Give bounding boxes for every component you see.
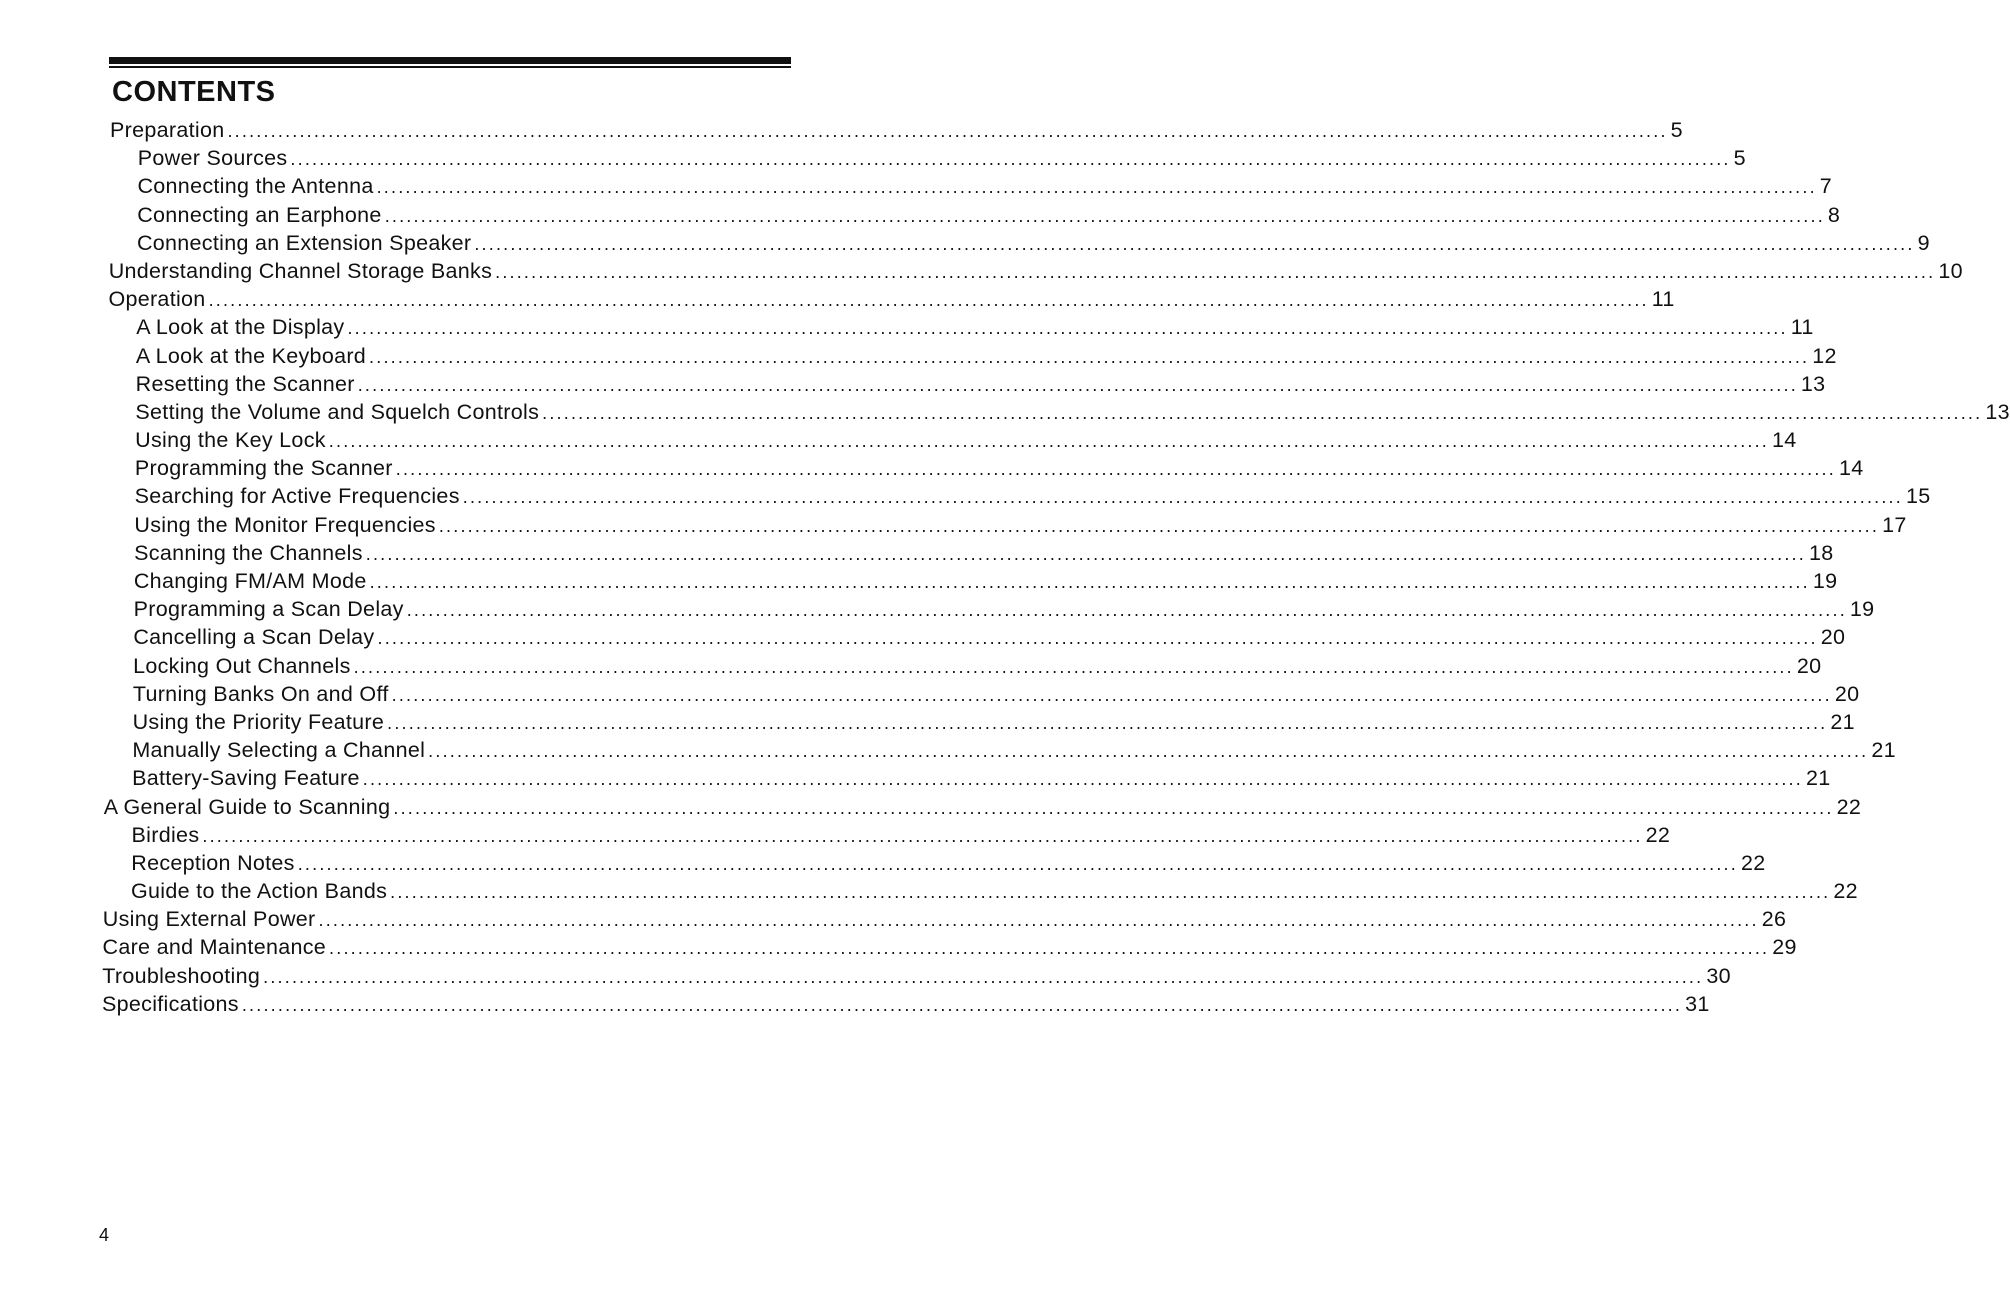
toc-entry-label: A Look at the Display xyxy=(136,315,345,340)
toc-dot-leader: ........................................................................................................................................................................................................ xyxy=(387,712,1828,733)
toc-entry-label: Locking Out Channels xyxy=(133,653,351,678)
toc-dot-leader: ........................................................................................................................................................................................................ xyxy=(393,797,1834,818)
toc-dot-leader: ........................................................................................................................................................................................................ xyxy=(365,543,1806,564)
toc-entry-label: A General Guide to Scanning xyxy=(103,794,391,819)
toc-entry xyxy=(0,907,1787,935)
toc-entry-page: 21 xyxy=(1871,738,1896,763)
toc-entry-page: 30 xyxy=(1706,963,1731,988)
toc-entry-page: 10 xyxy=(1938,258,1963,283)
toc-dot-leader: ........................................................................................................................................................................................................ xyxy=(438,515,1880,536)
toc-dot-leader: ........................................................................................................................................................................................................ xyxy=(353,656,1794,677)
toc-entry xyxy=(0,653,1822,682)
toc-entry xyxy=(0,963,1731,992)
toc-dot-leader: ........................................................................................................................................................................................................ xyxy=(406,600,1847,621)
toc-dot-leader: ........................................................................................................................................................................................................ xyxy=(369,572,1810,592)
toc-entry-label: Troubleshooting xyxy=(102,963,261,988)
toc-entry-label: Reception Notes xyxy=(131,850,295,875)
toc-entry-label: Resetting the Scanner xyxy=(135,371,355,396)
toc-entry xyxy=(0,822,1671,851)
toc-dot-leader: ........................................................................................................................................................................................................ xyxy=(227,121,1668,141)
toc-dot-leader: ........................................................................................................................................................................................................ xyxy=(377,628,1818,649)
toc-dot-leader: ........................................................................................................................................................................................................ xyxy=(290,149,1731,170)
toc-dot-leader: ........................................................................................................................................................................................................ xyxy=(395,459,1836,480)
toc-entry-page: 26 xyxy=(1761,907,1787,932)
toc-dot-leader: ........................................................................................................................................................................................................ xyxy=(542,402,1983,423)
toc-entry-page: 19 xyxy=(1812,569,1838,593)
top-rule-thin xyxy=(109,66,791,68)
toc-entry-page: 22 xyxy=(1740,850,1766,875)
toc-entry-label: Setting the Volume and Squelch Controls xyxy=(135,399,540,424)
toc-entry xyxy=(0,118,1683,146)
toc-entry-label: Understanding Channel Storage Banks xyxy=(108,258,493,283)
toc-dot-leader: ........................................................................................................................................................................................................ xyxy=(369,346,1810,367)
toc-entry-page: 29 xyxy=(1772,935,1797,960)
toc-dot-leader: ........................................................................................................................................................................................................ xyxy=(347,318,1788,339)
toc-entry-page: 7 xyxy=(1819,174,1833,199)
toc-entry-page: 9 xyxy=(1917,230,1930,255)
toc-entry-label: Operation xyxy=(108,287,206,312)
toc-entry-label: Birdies xyxy=(131,822,200,847)
toc-entry-page: 18 xyxy=(1808,540,1834,565)
toc-entry-label: Specifications xyxy=(102,991,239,1016)
toc-entry xyxy=(0,287,1675,315)
toc-entry-label: Battery-Saving Feature xyxy=(132,766,360,791)
toc-entry xyxy=(0,709,1855,738)
toc-entry-page: 22 xyxy=(1833,879,1858,904)
toc-entry-label: Programming a Scan Delay xyxy=(133,597,404,622)
toc-entry-label: Turning Banks On and Off xyxy=(132,681,389,706)
toc-entry-page: 8 xyxy=(1827,202,1841,227)
toc-entry-page: 20 xyxy=(1834,681,1860,706)
toc-entry-page: 11 xyxy=(1790,315,1814,340)
toc-entry xyxy=(0,456,1864,484)
toc-entry-page: 31 xyxy=(1685,991,1710,1016)
toc-entry-page: 14 xyxy=(1772,428,1797,453)
top-rule xyxy=(109,57,791,64)
toc-entry xyxy=(0,991,1710,1020)
toc-entry-page: 14 xyxy=(1838,456,1864,481)
toc-entry xyxy=(0,399,2010,428)
toc-entry-page: 22 xyxy=(1645,822,1671,847)
toc-entry-label: Using the Priority Feature xyxy=(132,709,385,734)
page-title: CONTENTS xyxy=(112,76,276,108)
toc-entry-label: Cancelling a Scan Delay xyxy=(133,625,375,650)
toc-dot-leader: ........................................................................................................................................................................................................ xyxy=(391,684,1832,705)
toc-entry-label: Care and Maintenance xyxy=(102,935,327,960)
toc-entry-page: 11 xyxy=(1651,287,1675,312)
toc-dot-leader: ........................................................................................................................................................................................................ xyxy=(384,205,1825,226)
toc-entry-label: Manually Selecting a Channel xyxy=(132,738,426,763)
toc-dot-leader: ........................................................................................................................................................................................................ xyxy=(376,177,1817,198)
toc-dot-leader: ........................................................................................................................................................................................................ xyxy=(428,741,1869,762)
toc-entry-page: 20 xyxy=(1796,653,1822,678)
toc-dot-leader: ........................................................................................................................................................................................................ xyxy=(328,431,1769,452)
toc-dot-leader: ........................................................................................................................................................................................................ xyxy=(390,882,1831,903)
toc-entry-label: Searching for Active Frequencies xyxy=(134,484,460,509)
toc-dot-leader: ........................................................................................................................................................................................................ xyxy=(241,994,1683,1015)
toc-entry xyxy=(0,371,1826,400)
toc-dot-leader: ........................................................................................................................................................................................................ xyxy=(357,374,1798,395)
toc-entry-label: Connecting the Antenna xyxy=(137,174,374,199)
toc-entry-label: Connecting an Earphone xyxy=(137,202,382,227)
toc-entry xyxy=(0,343,1837,372)
toc-entry xyxy=(0,766,1831,794)
toc-dot-leader: ........................................................................................................................................................................................................ xyxy=(208,290,1649,311)
toc-entry-page: 15 xyxy=(1905,484,1931,509)
toc-entry xyxy=(0,850,1766,879)
toc-dot-leader: ........................................................................................................................................................................................................ xyxy=(318,910,1759,931)
toc-entry xyxy=(0,935,1797,963)
toc-entry xyxy=(0,681,1860,710)
toc-entry-page: 12 xyxy=(1812,343,1837,368)
toc-entry xyxy=(0,738,1896,766)
toc-dot-leader: ........................................................................................................................................................................................................ xyxy=(474,233,1915,254)
toc-entry-page: 20 xyxy=(1820,625,1846,650)
toc-entry-label: A Look at the Keyboard xyxy=(135,343,367,368)
toc-entry xyxy=(0,597,1875,625)
toc-entry-page: 21 xyxy=(1805,766,1831,791)
toc-dot-leader: ........................................................................................................................................................................................................ xyxy=(495,261,1936,282)
toc-entry-page: 13 xyxy=(1800,371,1826,396)
toc-entry xyxy=(0,202,1841,231)
toc-entry xyxy=(0,315,1814,343)
toc-entry xyxy=(0,569,1838,597)
toc-entry-page: 22 xyxy=(1836,794,1862,819)
toc-entry-label: Changing FM/AM Mode xyxy=(133,569,367,593)
page-number: 4 xyxy=(99,1225,110,1245)
toc-entry-page: 21 xyxy=(1830,709,1855,734)
toc-entry-label: Programming the Scanner xyxy=(134,456,393,481)
toc-entry-label: Using the Monitor Frequencies xyxy=(134,512,436,537)
toc-entry xyxy=(0,625,1846,653)
toc-dot-leader: ........................................................................................................................................................................................................ xyxy=(462,487,1903,508)
table-of-contents xyxy=(0,118,2010,1020)
toc-entry-label: Scanning the Channels xyxy=(134,540,363,565)
toc-entry-page: 13 xyxy=(1985,399,2010,424)
toc-entry-page: 5 xyxy=(1670,118,1683,142)
toc-entry xyxy=(0,794,1862,823)
toc-entry-page: 19 xyxy=(1849,597,1875,622)
toc-entry-label: Using External Power xyxy=(102,907,316,932)
toc-entry-label: Using the Key Lock xyxy=(135,428,326,453)
toc-entry xyxy=(0,174,1833,202)
toc-dot-leader: ........................................................................................................................................................................................................ xyxy=(263,966,1704,987)
toc-dot-leader: ........................................................................................................................................................................................................ xyxy=(202,825,1643,846)
toc-entry xyxy=(0,540,1834,569)
toc-entry-label: Connecting an Extension Speaker xyxy=(136,230,472,255)
toc-entry-page: 5 xyxy=(1733,146,1746,171)
toc-entry-label: Preparation xyxy=(110,118,225,142)
toc-entry xyxy=(0,146,1746,174)
toc-entry-label: Guide to the Action Bands xyxy=(131,879,388,904)
toc-dot-leader: ........................................................................................................................................................................................................ xyxy=(329,938,1770,959)
toc-entry xyxy=(0,512,1907,541)
toc-entry-label: Power Sources xyxy=(137,146,288,171)
toc-entry xyxy=(0,230,1930,259)
toc-entry xyxy=(0,258,1963,287)
toc-dot-leader: ........................................................................................................................................................................................................ xyxy=(297,853,1738,874)
toc-dot-leader: ........................................................................................................................................................................................................ xyxy=(362,769,1803,790)
toc-entry xyxy=(0,484,1931,512)
toc-entry xyxy=(0,428,1797,456)
toc-entry-page: 17 xyxy=(1882,512,1907,537)
toc-entry xyxy=(0,879,1858,907)
